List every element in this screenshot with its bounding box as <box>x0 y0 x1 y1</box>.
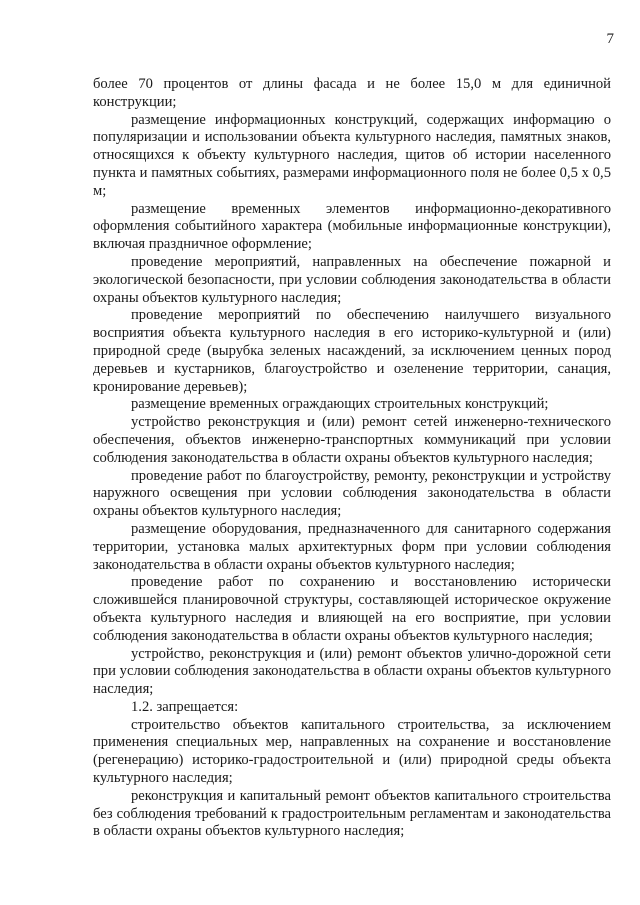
paragraph-engineering-networks: устройство реконструкция и (или) ремонт сетей инженерно-технического обеспечения, объектов инженерно-транспортных коммуникаций при условии соблюдения законодательства в области охраны объектов культурного наследия; <box>93 414 611 466</box>
paragraph-facade-limit: более 70 процентов от длины фасада и не более 15,0 м для единичной конструкции; <box>93 76 611 110</box>
document-body <box>93 76 611 841</box>
paragraph-sanitary-equipment: размещение оборудования, предназначенного для санитарного содержания территории, установка малых архитектурных форм при условии соблюдения законодательства в области охраны объектов культурного наследия; <box>93 520 611 573</box>
paragraph-capital-construction: строительство объектов капитального строительства, за исключением применения специальных мер, направленных на сохранение и восстановление (регенерацию) историко-градостроительной и (или) природной среды объекта культурного наследия; <box>93 716 611 787</box>
page-number: 7 <box>606 31 614 47</box>
paragraph-road-network: устройство, реконструкция и (или) ремонт объектов улично-дорожной сети при условии соблюдения законодательства в области охраны объектов культурного наследия; <box>93 645 611 698</box>
paragraph-visual-perception: проведение мероприятий по обеспечению наилучшего визуального восприятия объекта культурного наследия в его историко-культурной и (или) природной среде (вырубка зеленых насаждений, за исключением ценных пород деревьев и кустарников, благоустройство и озеленение территории, санация, кронирование деревьев); <box>93 307 611 395</box>
paragraph-temporary-decor: размещение временных элементов информационно-декоративного оформления событийного характера (мобильные информационные конструкции), включая праздничное оформление; <box>93 200 611 253</box>
paragraph-landscaping-lighting: проведение работ по благоустройству, ремонту, реконструкции и устройству наружного освещения при условии соблюдения законодательства в области охраны объектов культурного наследия; <box>93 467 611 520</box>
paragraph-section-heading-prohibited: 1.2. запрещается: <box>131 698 239 715</box>
paragraph-info-constructions: размещение информационных конструкций, содержащих информацию о популяризации и использовании объекта культурного наследия, памятных знаков, относящихся к объекту культурного наследия, щитов об истории населенного пункта и памятных событиях, размерами информационного поля не более 0,5 х 0,5 м; <box>93 111 611 199</box>
paragraph-fire-safety: проведение мероприятий, направленных на обеспечение пожарной и экологической безопасности, при условии соблюдения законодательства в области охраны объектов культурного наследия; <box>93 253 611 306</box>
paragraph-temporary-fences: размещение временных ограждающих строительных конструкций; <box>131 396 549 413</box>
paragraph-reconstruction-repair: реконструкция и капитальный ремонт объектов капитального строительства без соблюдения требований к градостроительным регламентам и законодательства в области охраны объектов культурного наследия; <box>93 787 611 840</box>
paragraph-planning-structure: проведение работ по сохранению и восстановлению исторически сложившейся планировочной структуры, составляющей историческое окружение объекта культурного наследия и влияющей на его восприятие, при условии соблюдения законодательства в области охраны объектов культурного наследия; <box>93 574 611 644</box>
